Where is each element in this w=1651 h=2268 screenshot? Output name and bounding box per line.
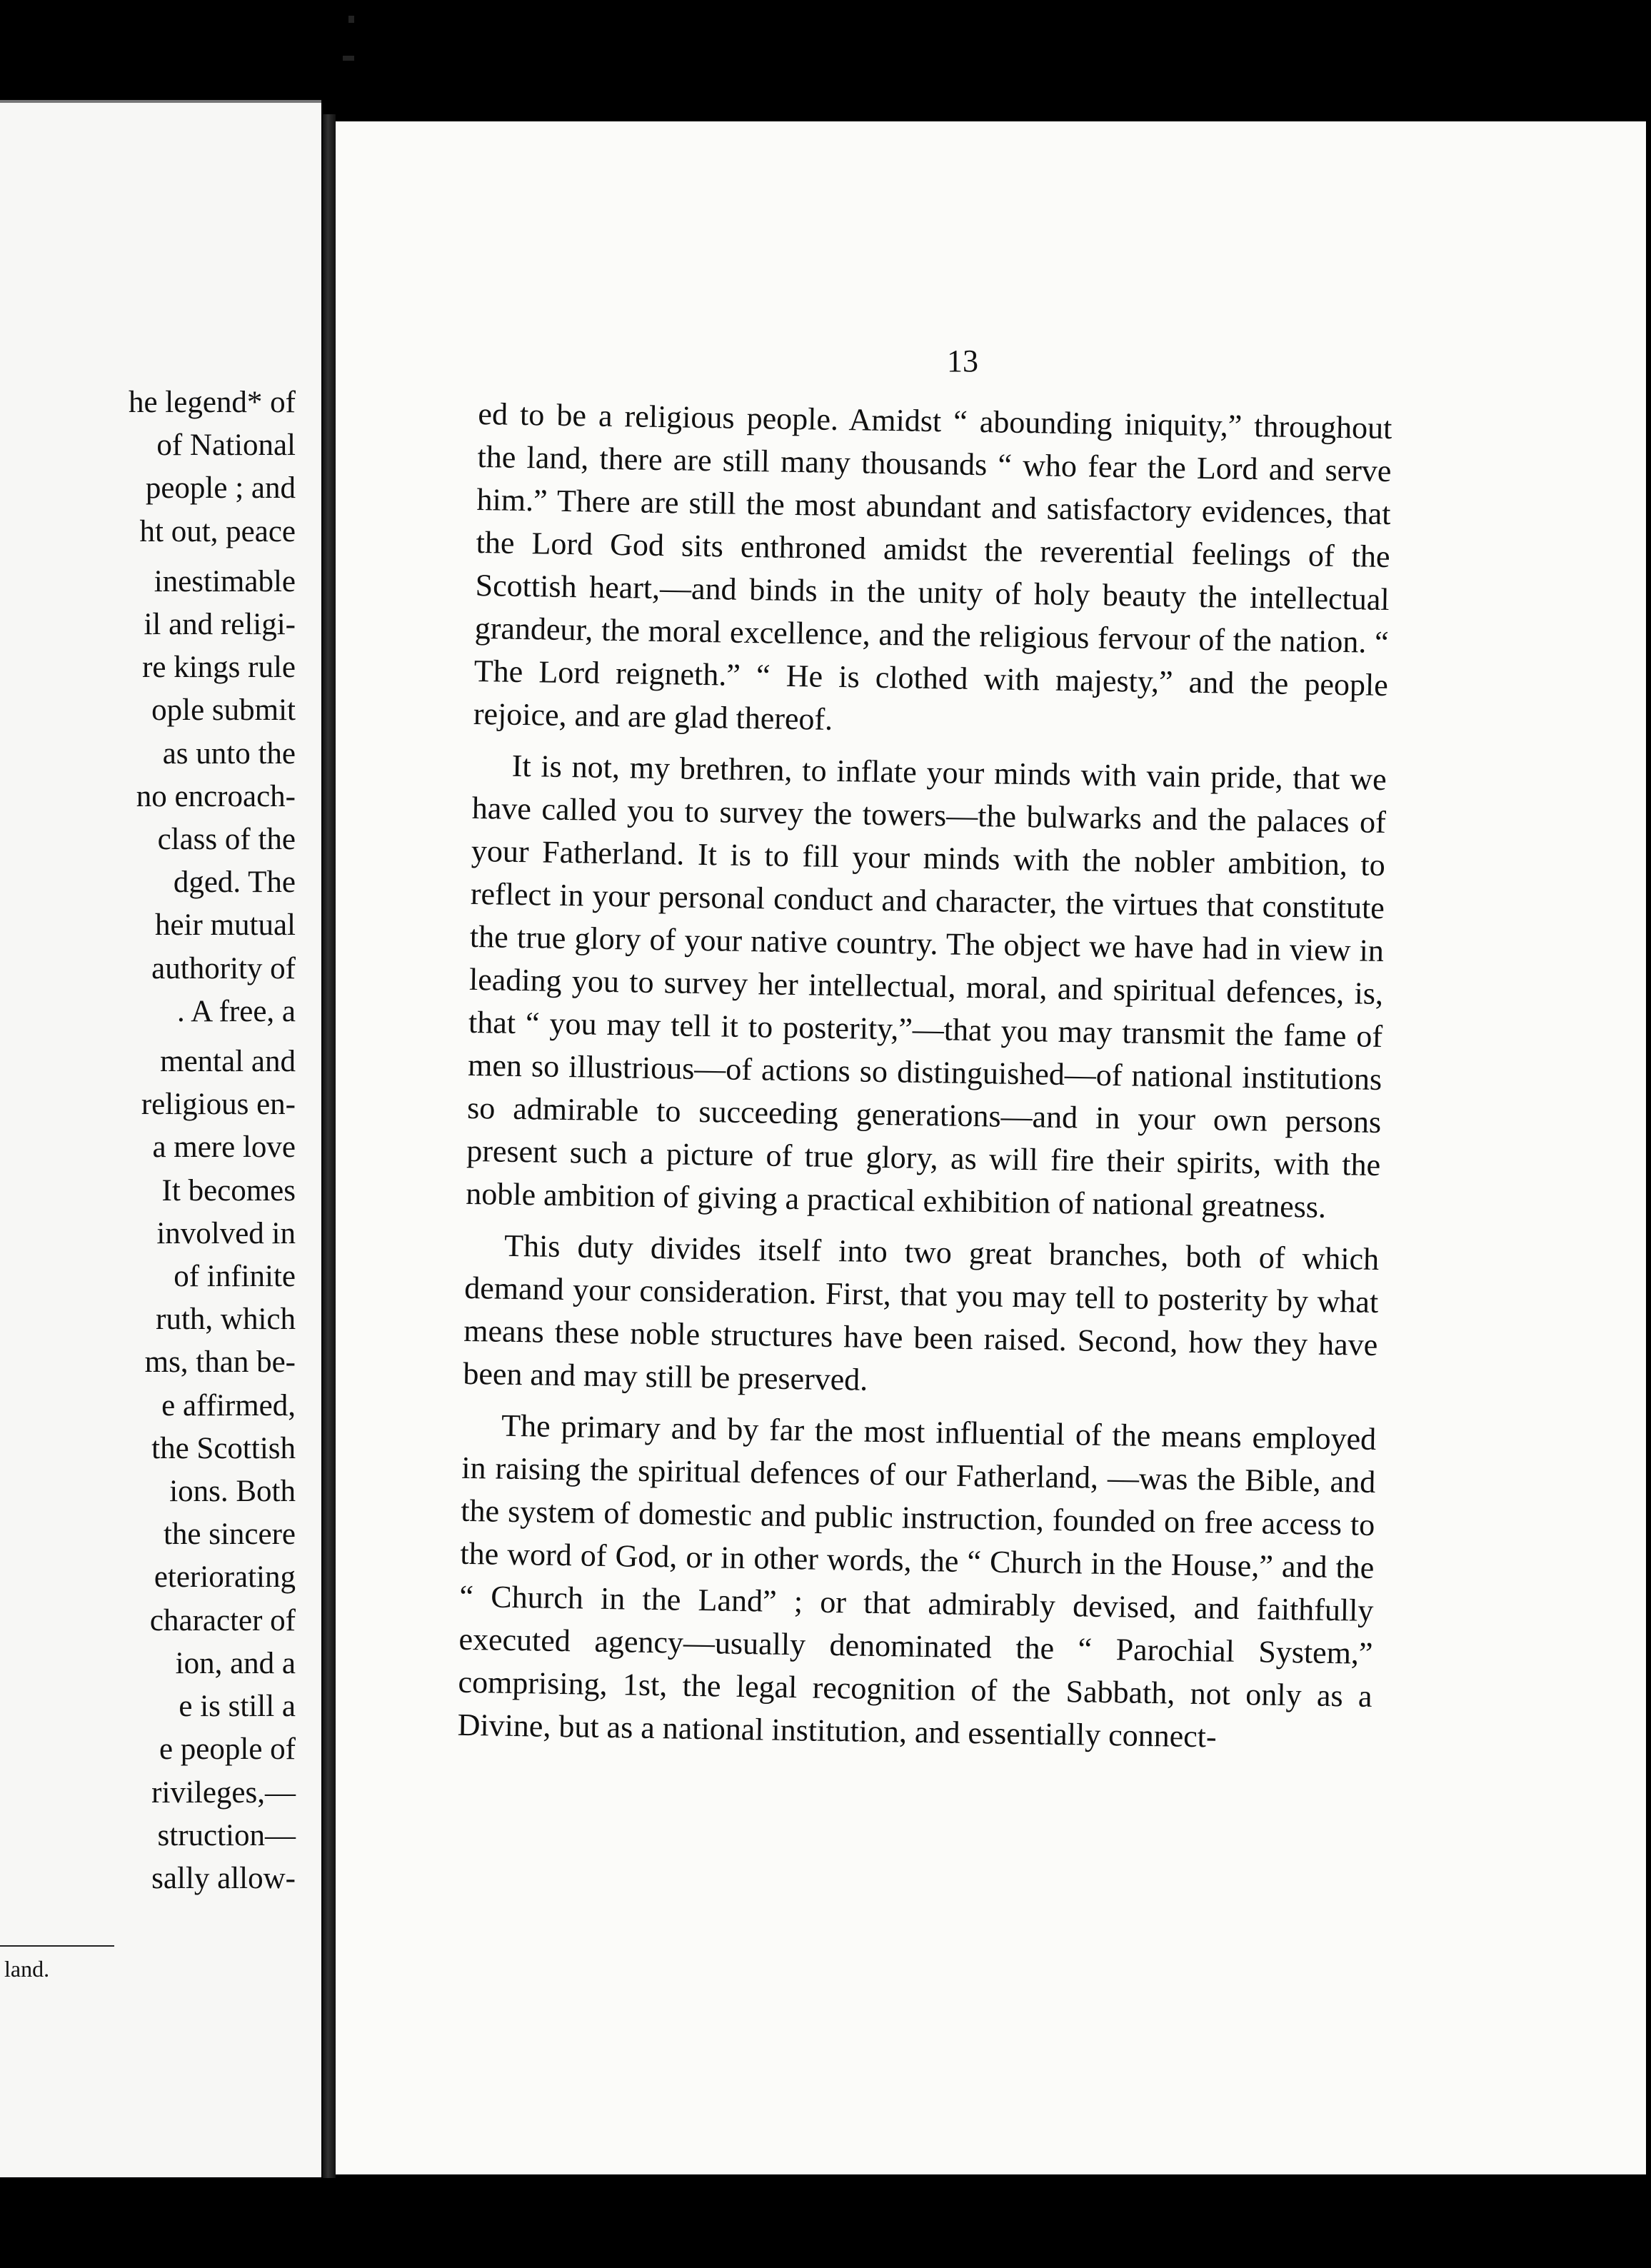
- left-page-line: mental and: [160, 1045, 296, 1079]
- left-page-line: of National: [156, 428, 296, 463]
- left-page-line: the Scottish: [151, 1431, 296, 1465]
- left-page-line: sally allow-: [151, 1861, 296, 1895]
- left-page-line: ions. Both: [169, 1475, 296, 1509]
- left-page-line: involved in: [156, 1216, 296, 1250]
- left-page-line: dged. The: [173, 865, 296, 900]
- left-page-line: heir mutual: [154, 908, 296, 943]
- left-page-line: religious en-: [141, 1088, 296, 1122]
- left-page-line: the sincere: [163, 1517, 296, 1552]
- left-page-line: no encroach-: [136, 779, 296, 813]
- paragraph: This duty divides itself into two great branches, both of which demand your consideration. First, that you may tell to posterity by what means these noble structures have been raised. Second, how they have been and may still be preserved.: [463, 1228, 1380, 1398]
- left-page-line: . A free, a: [177, 994, 296, 1028]
- left-page-line: ms, than be-: [144, 1345, 296, 1380]
- book-spine: [323, 114, 336, 2178]
- left-page-line: e is still a: [179, 1690, 296, 1724]
- left-page-line: ruth, which: [156, 1303, 296, 1337]
- left-page-text: [129, 381, 296, 1900]
- left-page-line: eteriorating: [154, 1560, 296, 1595]
- left-page-line: class of the: [157, 823, 296, 857]
- left-page-line: a mere love: [152, 1130, 296, 1165]
- left-page-line: re kings rule: [142, 651, 296, 685]
- left-footnote: land.: [4, 1956, 50, 1982]
- left-page-line: ion, and a: [175, 1646, 296, 1680]
- left-page-line: il and religi-: [144, 608, 296, 642]
- paragraph: It is not, my brethren, to inflate your minds with vain pride, that we have called you to survey the towers—the bulwarks and the palaces of your Fatherland. It is to fill your minds with the nobler ambition, to reflect in your personal conduct and character, the virtues that constitute the true glory of your native country. The object we have had in view in leading you to survey her intellectual, moral, and spiritual defences, is, that “ you may tell it to posterity,”—that you may transmit the fame of men so illustrious—of actions so distinguished—of national institutions so admirable to succeeding generations—and in your own persons present such a picture of true glory, as will fire their spirits, with the noble ambition of giving a practical exhibition of national greatness.: [465, 748, 1387, 1225]
- paragraph: ed to be a religious people. Amidst “ abounding iniquity,” throughout the land, there are still many thousands “ who fear the Lord and serve him.” There are still the most abundant and satisfactory evidences, that the Lord God sits enthroned amidst the reverential feelings of the Scottish heart,—and binds in the unity of holy beauty the intellectual grandeur, the moral excellence, and the religious fervour of the nation. “ The Lord reigneth.” “ He is clothed with majesty,” and the people rejoice, and are glad thereof.: [473, 396, 1392, 737]
- left-page-line: of infinite: [174, 1260, 296, 1294]
- right-page: [336, 121, 1646, 2174]
- left-page-line: as unto the: [162, 736, 296, 771]
- left-page-line: authority of: [151, 951, 296, 985]
- footnote-rule: [0, 1945, 114, 1947]
- scan-speck: [348, 16, 354, 23]
- body-text: [457, 393, 1392, 1770]
- left-page-line: people ; and: [145, 471, 296, 506]
- paragraph: The primary and by far the most influential of the means employed in raising the spiritual defences of our Fatherland, —was the Bible, and the system of domestic and public instruction, founded on free access to the word of God, or in other words, the “ Church in the House,” and the “ Church in the Land” ; or that admirably devised, and faithfully executed agency—usually denominated the “ Parochial System,” comprising, 1st, the legal recognition of the Sabbath, not only as a Divine, but as a national institution, and essentially connect-: [457, 1408, 1377, 1755]
- left-page-line: rivileges,—: [151, 1775, 296, 1810]
- left-page-line: ople submit: [151, 693, 296, 728]
- left-page: [0, 100, 321, 2177]
- left-page-line: It becomes: [161, 1173, 296, 1208]
- scan-speck: [343, 56, 354, 61]
- left-page-line: struction—: [157, 1818, 296, 1852]
- left-page-line: e people of: [159, 1732, 296, 1767]
- left-page-line: e affirmed,: [161, 1388, 296, 1422]
- left-page-line: ht out, peace: [139, 514, 296, 548]
- page-number: 13: [947, 343, 978, 378]
- left-page-line: he legend* of: [128, 386, 296, 419]
- left-page-line: character of: [149, 1603, 296, 1637]
- left-page-line: inestimable: [154, 564, 296, 598]
